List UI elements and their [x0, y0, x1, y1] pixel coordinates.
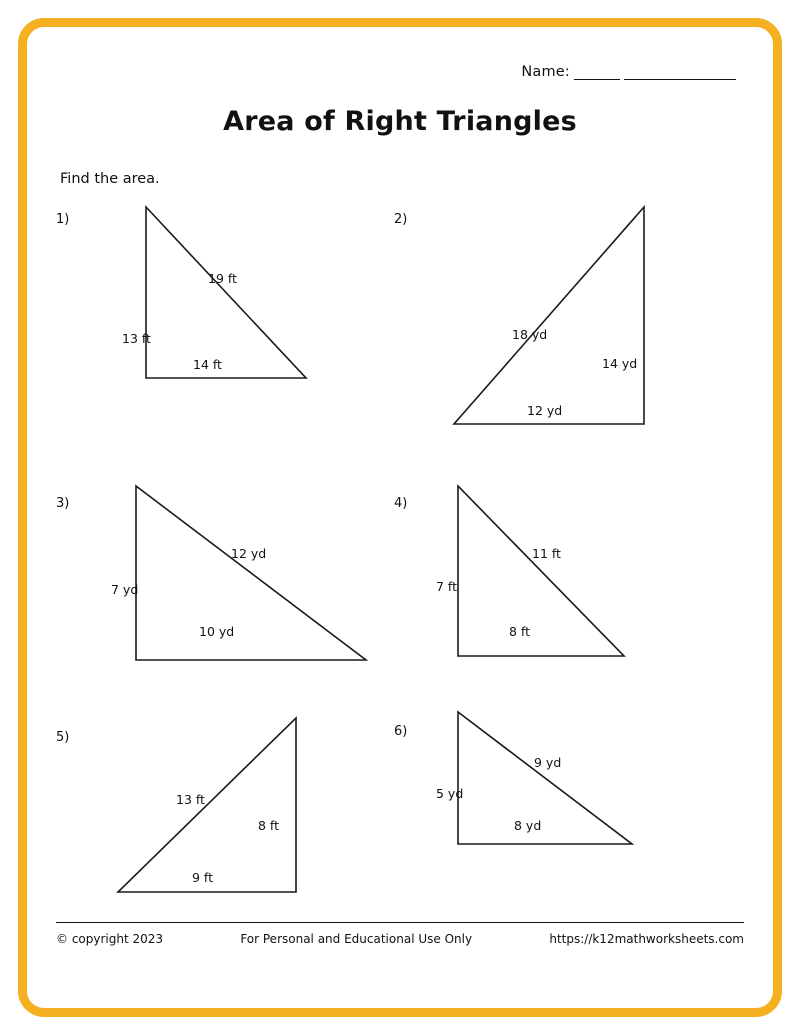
label-vertical-side: 7 ft [436, 579, 458, 594]
worksheet-sheet [34, 34, 766, 1001]
label-base: 14 ft [193, 357, 222, 372]
footer-url[interactable]: https://k12mathworksheets.com [549, 932, 744, 946]
triangle-figure [394, 202, 714, 462]
label-base: 9 ft [192, 870, 214, 885]
label-hypotenuse: 9 yd [534, 755, 562, 770]
footer-divider [56, 922, 744, 923]
name-blank-long[interactable] [624, 66, 736, 80]
problem-6 [394, 710, 694, 890]
label-vertical-side: 7 yd [111, 582, 139, 597]
footer [56, 932, 744, 946]
label-vertical-side: 8 ft [258, 818, 280, 833]
label-vertical-side: 13 ft [122, 331, 151, 346]
label-base: 10 yd [199, 624, 235, 639]
problem-number: 6) [394, 724, 408, 739]
name-field-row [521, 64, 736, 80]
label-hypotenuse: 12 yd [231, 546, 267, 561]
problem-2 [394, 202, 714, 462]
label-base: 12 yd [527, 403, 563, 418]
problem-4 [394, 484, 694, 684]
problem-number: 1) [56, 212, 70, 227]
problem-3 [56, 484, 386, 684]
triangle-figure [56, 484, 386, 684]
name-blank-short[interactable] [574, 66, 620, 80]
footer-copyright: © copyright 2023 [56, 932, 164, 946]
problem-number: 4) [394, 496, 408, 511]
page-title: Area of Right Triangles [223, 106, 577, 137]
instruction-text: Find the area. [60, 171, 160, 187]
label-hypotenuse: 18 yd [512, 327, 548, 342]
problem-number: 2) [394, 212, 408, 227]
problem-number: 3) [56, 496, 70, 511]
problem-1 [56, 202, 356, 402]
problem-number: 5) [56, 730, 70, 745]
label-hypotenuse: 19 ft [208, 271, 237, 286]
footer-usage-note: For Personal and Educational Use Only [240, 932, 473, 946]
label-base: 8 ft [509, 624, 531, 639]
name-label: Name: [521, 64, 570, 80]
label-hypotenuse: 13 ft [176, 792, 205, 807]
label-base: 8 yd [514, 818, 542, 833]
label-vertical-side: 5 yd [436, 786, 464, 801]
label-hypotenuse: 11 ft [532, 546, 561, 561]
triangle-figure [56, 202, 356, 402]
problem-5 [56, 710, 356, 910]
label-vertical-side: 14 yd [602, 356, 638, 371]
